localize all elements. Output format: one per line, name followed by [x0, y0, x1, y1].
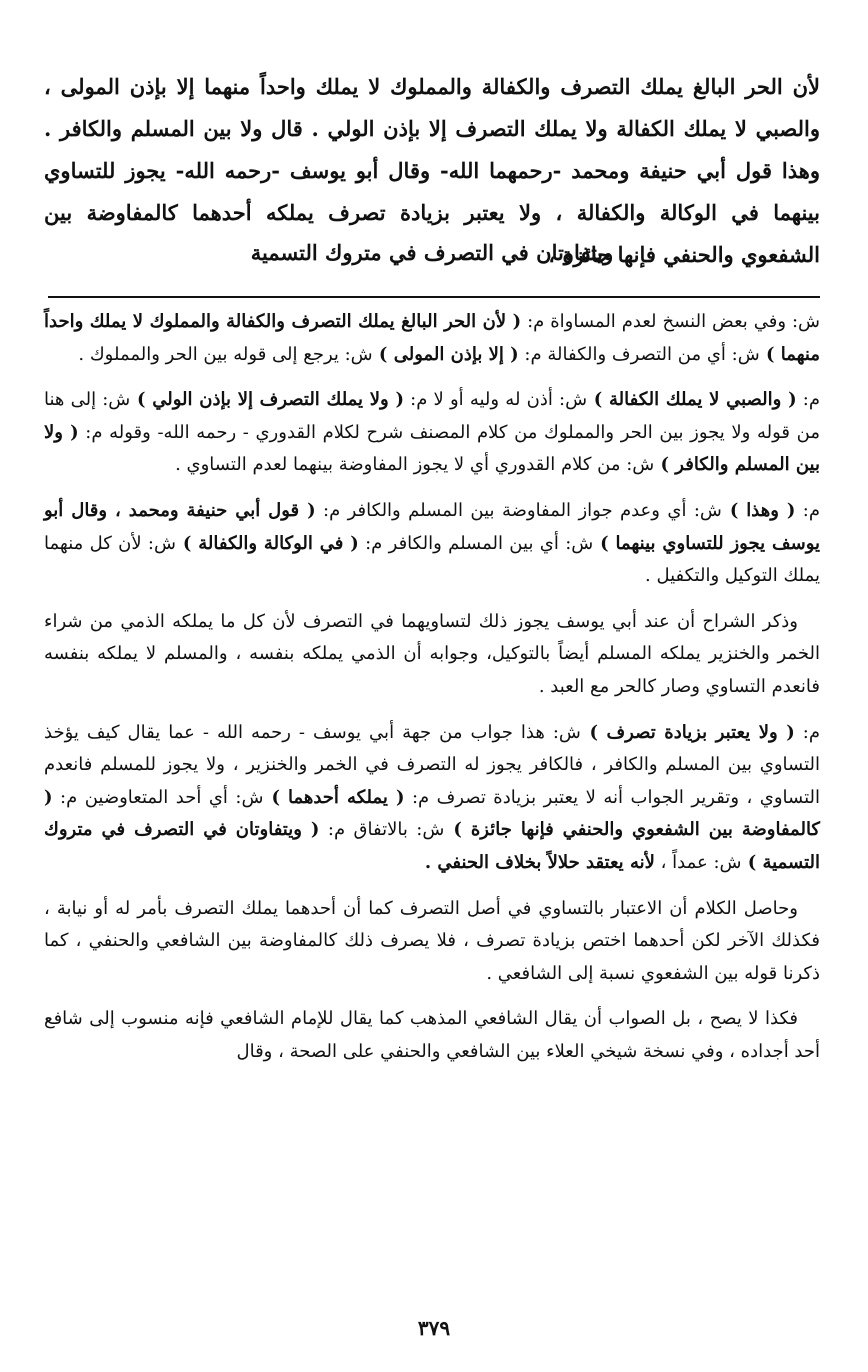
commentary-paragraph-7 — [44, 1003, 820, 1068]
sharh-text: ش: من كلام القدوري أي لا يجوز المفاوضة بينهما لعدم التساوي . — [175, 454, 655, 476]
sharh-text: ش: أي بين المسلم والكافر م: — [358, 532, 594, 554]
matn-quote: ( ولا بين المسلم والكافر ) — [44, 421, 820, 476]
sharh-text: م: — [795, 499, 820, 521]
matn-closing-line — [44, 236, 820, 270]
matn-quote: ( ولا يعتبر بزيادة تصرف ) — [580, 721, 795, 743]
matn-quote: ( وهذا ) — [721, 499, 796, 521]
matn-quote: ( ولا يملك التصرف إلا بإذن الولي ) — [130, 389, 404, 411]
commentary-paragraph-1 — [44, 306, 820, 371]
sharh-text: وحاصل الكلام أن الاعتبار بالتساوي في أصل التصرف كما أن أحدهما يملك التصرف بأمر له أو نيابة ، فكذلك الآخر لكن أحدهما اختص بزيادة تصرف ، فلا يصرف ذلك كالمفاوضة بين الشافعي والحنفي ، كما ذكرنا قوله بين الشفعوي نسبة إلى الشافعي . — [44, 897, 820, 984]
sharh-text: ش: أي من التصرف والكفالة م: — [518, 343, 760, 365]
sharh-text: ش: إلى هنا من قوله ولا يجوز بين الحر والمملوك من كلام المصنف شرح لكلام القدوري - رحمه الله- وقوله م: — [44, 389, 821, 443]
matn-quote: ( إلا بإذن المولى ) — [372, 343, 519, 365]
matn-paragraph: لأن الحر البالغ يملك التصرف والكفالة والمملوك لا يملك واحداً منهما إلا بإذن المولى ، والصبي لا يملك الكفالة ولا يملك التصرف إلا بإذن الولي . قال ولا بين المسلم والكافر . وهذا قول أبي حنيفة ومحمد -رحمهما الله- وقال أبو يوسف -رحمه الله- يجوز للتساوي بينهما في الوكالة والكفالة ، ولا يعتبر بزيادة تصرف يملكه أحدهما كالمفاوضة بين الشفعوي والحنفي فإنها جائزة ، — [44, 74, 820, 267]
commentary-paragraph-5 — [44, 717, 820, 880]
sharh-text: ش: وفي بعض النسخ لعدم المساواة م: — [521, 311, 820, 332]
sharh-text: ش: أي أحد المتعاوضين م: — [52, 786, 264, 808]
matn-quote: ( ويتفاوتان في التصرف في متروك التسمية ) — [44, 819, 820, 873]
sharh-text: ش: بالاتفاق م: — [319, 819, 445, 841]
commentary-paragraph-2 — [44, 384, 820, 482]
sharh-text: ش: عمداً ، — [654, 851, 742, 873]
sharh-text: وذكر الشراح أن عند أبي يوسف يجوز ذلك لتساويهما في التصرف لأن كل ما يملكه الذمي من شراء الخمر والخنزير يملكه المسلم أيضاً بالتوكيل، وجوابه أن الذمي يملكه بنفسه ، والمسلم لا يملكه بنفسه فانعدم التساوي وصار كالحر مع العبد . — [44, 610, 820, 697]
sharh-text: ش: يرجع إلى قوله بين الحر والمملوك . — [78, 343, 373, 365]
commentary — [44, 306, 820, 1081]
separator-line — [48, 296, 820, 298]
commentary-paragraph-3 — [44, 495, 820, 593]
matn-quote: ( كالمفاوضة بين الشفعوي والحنفي فإنها جائزة ) — [44, 786, 821, 841]
sharh-text: م: — [796, 389, 820, 411]
sharh-text: م: — [794, 721, 820, 743]
sharh-text: فكذا لا يصح ، بل الصواب أن يقال الشافعي المذهب كما يقال للإمام الشافعي فإنه منسوب إلى شافع أحد أجداده ، وفي نسخة شيخي العلاء بين الشافعي والحنفي على الصحة ، وقال — [44, 1008, 820, 1062]
commentary-paragraph-6 — [44, 893, 820, 991]
commentary-paragraph-4 — [44, 606, 820, 704]
sharh-text: ش: أي وعدم جواز المفاوضة بين المسلم والكافر م: — [315, 499, 722, 521]
page-number: ٣٧٩ — [417, 1316, 451, 1340]
sharh-text: ش: هذا جواب من جهة أبي يوسف - رحمه الله - عما يقال كيف يؤخذ التساوي بين المسلم والكافر ، فالكافر يجوز له التصرف في الخمر والخنزير ، ولا يجوز للمسلم فانعدم التساوي ، وتقرير الجواب أنه لا يعتبر بزيادة تصرف م: — [44, 721, 821, 808]
sharh-text: ش: لأن كل منهما يملك التوكيل والتكفيل . — [44, 532, 820, 587]
matn-quote: ( يملكه أحدهما ) — [263, 786, 405, 808]
matn-quote: ( لأن الحر البالغ يملك التصرف والكفالة والمملوك لا يملك واحداً منهما ) — [44, 311, 820, 365]
sharh-text: ش: أذن له وليه أو لا م: — [403, 389, 588, 411]
matn-quote: لأنه يعتقد حلالاً بخلاف الحنفي . — [424, 851, 655, 873]
matn-last-line: ويتفاوتان في التصرف في متروك التسمية — [250, 240, 614, 265]
matn-quote: ( قول أبي حنيفة ومحمد ، وقال أبو يوسف يجوز للتساوي بينهما ) — [44, 499, 820, 554]
matn-quote: ( في الوكالة والكفالة ) — [175, 532, 359, 554]
matn-quote: ( والصبي لا يملك الكفالة ) — [587, 389, 797, 411]
